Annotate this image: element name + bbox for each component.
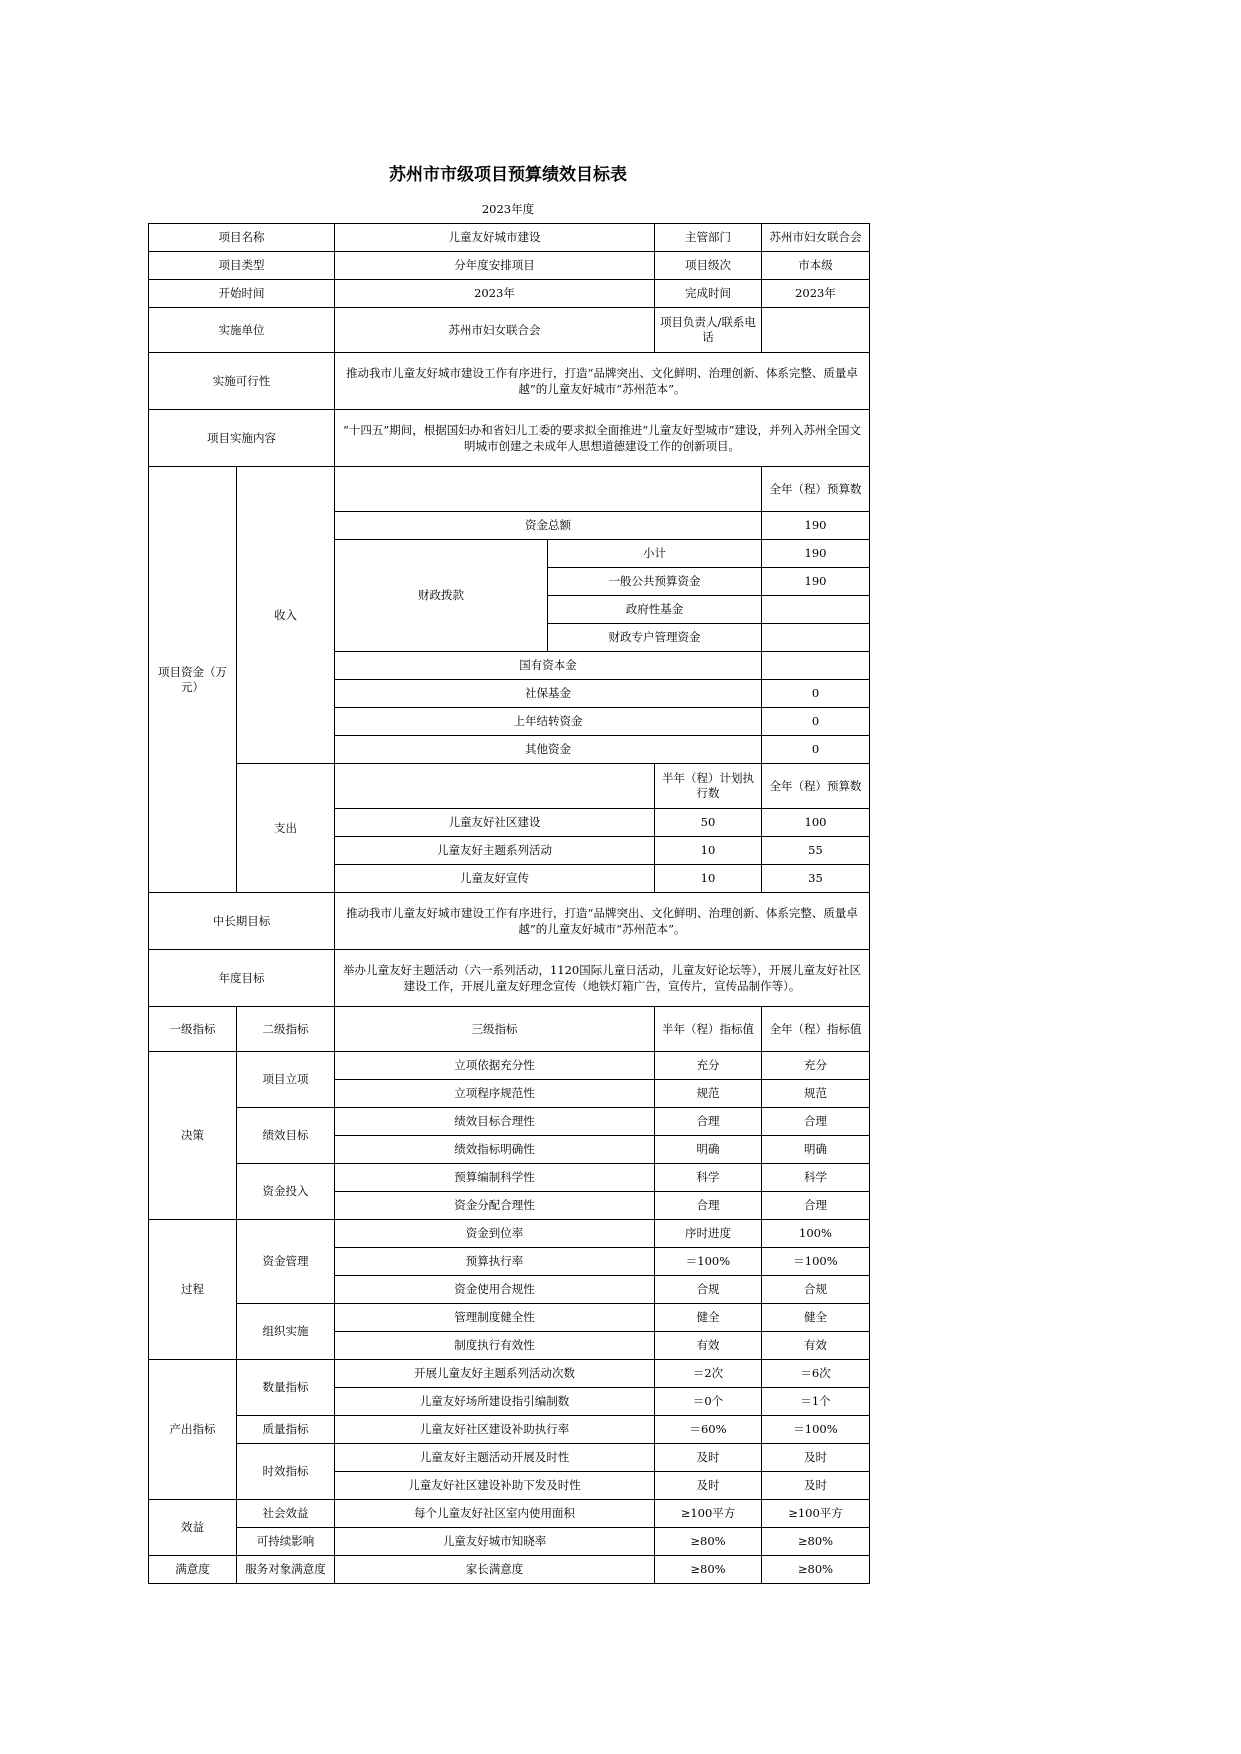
indicator-full-value: 科学 <box>762 1164 870 1192</box>
indicator-full-value: 及时 <box>762 1472 870 1500</box>
indicator-full-value: 明确 <box>762 1136 870 1164</box>
cell-empty <box>335 467 762 512</box>
indicator-level3: 儿童友好社区建设补助执行率 <box>335 1416 655 1444</box>
cell-value: 190 <box>762 568 870 596</box>
table-row <box>149 252 870 280</box>
expense-item-half: 10 <box>655 865 762 893</box>
indicator-full-value: 充分 <box>762 1052 870 1080</box>
table-row <box>149 1360 870 1388</box>
indicator-full-value: 合理 <box>762 1192 870 1220</box>
indicator-level2: 绩效目标 <box>237 1108 335 1164</box>
table-row <box>149 1528 870 1556</box>
indicator-level1: 满意度 <box>149 1556 237 1584</box>
content-text: “十四五”期间，根据国妇办和省妇儿工委的要求拟全面推进“儿童友好型城市”建设，并列入苏州全国文明城市创建之未成年人思想道德建设工作的创新项目。 <box>335 410 870 467</box>
cell-label: 中长期目标 <box>149 893 335 950</box>
table-row <box>149 1444 870 1472</box>
cell-empty <box>335 764 655 809</box>
expense-label: 支出 <box>237 764 335 893</box>
indicator-half-value: 有效 <box>655 1332 762 1360</box>
indicator-level3: 立项依据充分性 <box>335 1052 655 1080</box>
indicator-full-value: ≥80% <box>762 1556 870 1584</box>
indicator-level3: 资金到位率 <box>335 1220 655 1248</box>
indicator-full-value: ＝100% <box>762 1416 870 1444</box>
indicator-half-value: ＝100% <box>655 1248 762 1276</box>
cell-value: 2023年 <box>762 280 870 308</box>
table-row <box>149 1556 870 1584</box>
indicator-full-value: 合理 <box>762 1108 870 1136</box>
indicator-level2: 资金管理 <box>237 1220 335 1304</box>
long-term-goal-text: 推动我市儿童友好城市建设工作有序进行，打造“品牌突出、文化鲜明、治理创新、体系完整、质量卓越”的儿童友好城市“苏州范本”。 <box>335 893 870 950</box>
cell-value: 苏州市妇女联合会 <box>762 224 870 252</box>
indicator-half-value: ≥100平方 <box>655 1500 762 1528</box>
cell-label: 国有资本金 <box>335 652 762 680</box>
table-row <box>149 1500 870 1528</box>
cell-label: 完成时间 <box>655 280 762 308</box>
cell-label: 项目名称 <box>149 224 335 252</box>
indicator-half-value: 合规 <box>655 1276 762 1304</box>
cell-value: 分年度安排项目 <box>335 252 655 280</box>
indicator-half-value: 合理 <box>655 1108 762 1136</box>
indicator-level3: 儿童友好城市知晓率 <box>335 1528 655 1556</box>
cell-label: 上年结转资金 <box>335 708 762 736</box>
indicator-half-value: 健全 <box>655 1304 762 1332</box>
indicator-half-value: ＝2次 <box>655 1360 762 1388</box>
indicator-half-value: ＝0个 <box>655 1388 762 1416</box>
column-header: 三级指标 <box>335 1007 655 1052</box>
indicator-full-value: ＝1个 <box>762 1388 870 1416</box>
indicator-half-value: 科学 <box>655 1164 762 1192</box>
table-row <box>149 1052 870 1080</box>
table-row <box>149 224 870 252</box>
indicator-level3: 预算执行率 <box>335 1248 655 1276</box>
cell-value: 0 <box>762 680 870 708</box>
indicator-level3: 预算编制科学性 <box>335 1164 655 1192</box>
cell-label: 一般公共预算资金 <box>548 568 762 596</box>
cell-value: 190 <box>762 512 870 540</box>
column-header: 全年（程）预算数 <box>762 467 870 512</box>
expense-item-name: 儿童友好社区建设 <box>335 809 655 837</box>
expense-item-name: 儿童友好主题系列活动 <box>335 837 655 865</box>
indicator-half-value: 合理 <box>655 1192 762 1220</box>
indicator-full-value: 100% <box>762 1220 870 1248</box>
expense-item-half: 10 <box>655 837 762 865</box>
cell-value: 0 <box>762 708 870 736</box>
indicator-level2: 数量指标 <box>237 1360 335 1416</box>
cell-label: 开始时间 <box>149 280 335 308</box>
funds-label: 项目资金（万元） <box>149 467 237 893</box>
expense-item-full: 55 <box>762 837 870 865</box>
indicator-level1: 决策 <box>149 1052 237 1220</box>
table-row <box>149 410 870 467</box>
cell-value: 儿童友好城市建设 <box>335 224 655 252</box>
indicator-half-value: 序时进度 <box>655 1220 762 1248</box>
expense-item-name: 儿童友好宣传 <box>335 865 655 893</box>
indicator-half-value: ≥80% <box>655 1528 762 1556</box>
indicator-half-value: 及时 <box>655 1472 762 1500</box>
indicator-full-value: ≥100平方 <box>762 1500 870 1528</box>
cell-value: 0 <box>762 736 870 764</box>
indicator-level3: 儿童友好场所建设指引编制数 <box>335 1388 655 1416</box>
table-row <box>149 893 870 950</box>
table-row <box>149 308 870 353</box>
indicator-level1: 过程 <box>149 1220 237 1360</box>
cell-label: 社保基金 <box>335 680 762 708</box>
column-header: 二级指标 <box>237 1007 335 1052</box>
indicator-full-value: 规范 <box>762 1080 870 1108</box>
page-title: 苏州市市级项目预算绩效目标表 <box>389 165 627 185</box>
indicator-level3: 立项程序规范性 <box>335 1080 655 1108</box>
indicator-full-value: ＝6次 <box>762 1360 870 1388</box>
table-row <box>149 1108 870 1136</box>
fiscal-label: 财政拨款 <box>335 540 548 652</box>
cell-value <box>762 596 870 624</box>
indicator-level3: 开展儿童友好主题系列活动次数 <box>335 1360 655 1388</box>
cell-value <box>762 652 870 680</box>
indicator-half-value: ≥80% <box>655 1556 762 1584</box>
column-header: 半年（程）计划执行数 <box>655 764 762 809</box>
indicator-level2: 时效指标 <box>237 1444 335 1500</box>
fiscal-year: 2023年度 <box>481 202 535 216</box>
indicator-level3: 家长满意度 <box>335 1556 655 1584</box>
column-header: 全年（程）预算数 <box>762 764 870 809</box>
indicator-full-value: 合规 <box>762 1276 870 1304</box>
indicator-level2: 组织实施 <box>237 1304 335 1360</box>
cell-value: 苏州市妇女联合会 <box>335 308 655 353</box>
indicator-level1: 产出指标 <box>149 1360 237 1500</box>
indicator-half-value: 充分 <box>655 1052 762 1080</box>
feasibility-text: 推动我市儿童友好城市建设工作有序进行，打造“品牌突出、文化鲜明、治理创新、体系完整、质量卓越”的儿童友好城市“苏州范本”。 <box>335 353 870 410</box>
indicator-full-value: 及时 <box>762 1444 870 1472</box>
table-row <box>149 353 870 410</box>
table-row <box>149 1416 870 1444</box>
column-header: 半年（程）指标值 <box>655 1007 762 1052</box>
table-row <box>149 1220 870 1248</box>
indicator-level2: 社会效益 <box>237 1500 335 1528</box>
indicator-level3: 儿童友好主题活动开展及时性 <box>335 1444 655 1472</box>
indicator-level3: 绩效指标明确性 <box>335 1136 655 1164</box>
cell-label: 年度目标 <box>149 950 335 1007</box>
table-row <box>149 1304 870 1332</box>
cell-value: 190 <box>762 540 870 568</box>
table-row <box>149 764 870 809</box>
table-row <box>149 467 870 512</box>
cell-label: 项目负责人/联系电话 <box>655 308 762 353</box>
cell-label: 主管部门 <box>655 224 762 252</box>
cell-label: 小计 <box>548 540 762 568</box>
indicator-level3: 管理制度健全性 <box>335 1304 655 1332</box>
indicator-level2: 项目立项 <box>237 1052 335 1108</box>
indicator-level3: 儿童友好社区建设补助下发及时性 <box>335 1472 655 1500</box>
column-header: 一级指标 <box>149 1007 237 1052</box>
cell-label: 政府性基金 <box>548 596 762 624</box>
expense-item-full: 35 <box>762 865 870 893</box>
expense-item-half: 50 <box>655 809 762 837</box>
cell-label: 其他资金 <box>335 736 762 764</box>
indicator-full-value: 有效 <box>762 1332 870 1360</box>
cell-label: 项目类型 <box>149 252 335 280</box>
cell-label: 财政专户管理资金 <box>548 624 762 652</box>
indicator-level3: 每个儿童友好社区室内使用面积 <box>335 1500 655 1528</box>
indicator-level2: 服务对象满意度 <box>237 1556 335 1584</box>
performance-table <box>148 223 870 1584</box>
cell-value: 市本级 <box>762 252 870 280</box>
cell-label: 项目实施内容 <box>149 410 335 467</box>
indicator-half-value: 明确 <box>655 1136 762 1164</box>
table-row <box>149 1164 870 1192</box>
indicator-half-value: 及时 <box>655 1444 762 1472</box>
indicator-level3: 资金使用合规性 <box>335 1276 655 1304</box>
cell-label: 实施可行性 <box>149 353 335 410</box>
indicator-level3: 资金分配合理性 <box>335 1192 655 1220</box>
cell-label: 实施单位 <box>149 308 335 353</box>
table-row <box>149 1007 870 1052</box>
indicator-level1: 效益 <box>149 1500 237 1556</box>
indicator-level2: 资金投入 <box>237 1164 335 1220</box>
cell-label: 项目级次 <box>655 252 762 280</box>
column-header: 全年（程）指标值 <box>762 1007 870 1052</box>
cell-value <box>762 624 870 652</box>
indicator-level2: 可持续影响 <box>237 1528 335 1556</box>
income-label: 收入 <box>237 467 335 764</box>
annual-goal-text: 举办儿童友好主题活动（六一系列活动，1120国际儿童日活动，儿童友好论坛等），开展儿童友好社区建设工作，开展儿童友好理念宣传（地铁灯箱广告，宣传片，宣传品制作等）。 <box>335 950 870 1007</box>
cell-value: 2023年 <box>335 280 655 308</box>
table-row <box>149 950 870 1007</box>
indicator-full-value: ≥80% <box>762 1528 870 1556</box>
indicator-half-value: ＝60% <box>655 1416 762 1444</box>
indicator-level3: 绩效目标合理性 <box>335 1108 655 1136</box>
indicator-half-value: 规范 <box>655 1080 762 1108</box>
cell-label: 资金总额 <box>335 512 762 540</box>
indicator-level2: 质量指标 <box>237 1416 335 1444</box>
indicator-full-value: 健全 <box>762 1304 870 1332</box>
cell-value <box>762 308 870 353</box>
table-row <box>149 280 870 308</box>
indicator-full-value: ＝100% <box>762 1248 870 1276</box>
expense-item-full: 100 <box>762 809 870 837</box>
indicator-level3: 制度执行有效性 <box>335 1332 655 1360</box>
